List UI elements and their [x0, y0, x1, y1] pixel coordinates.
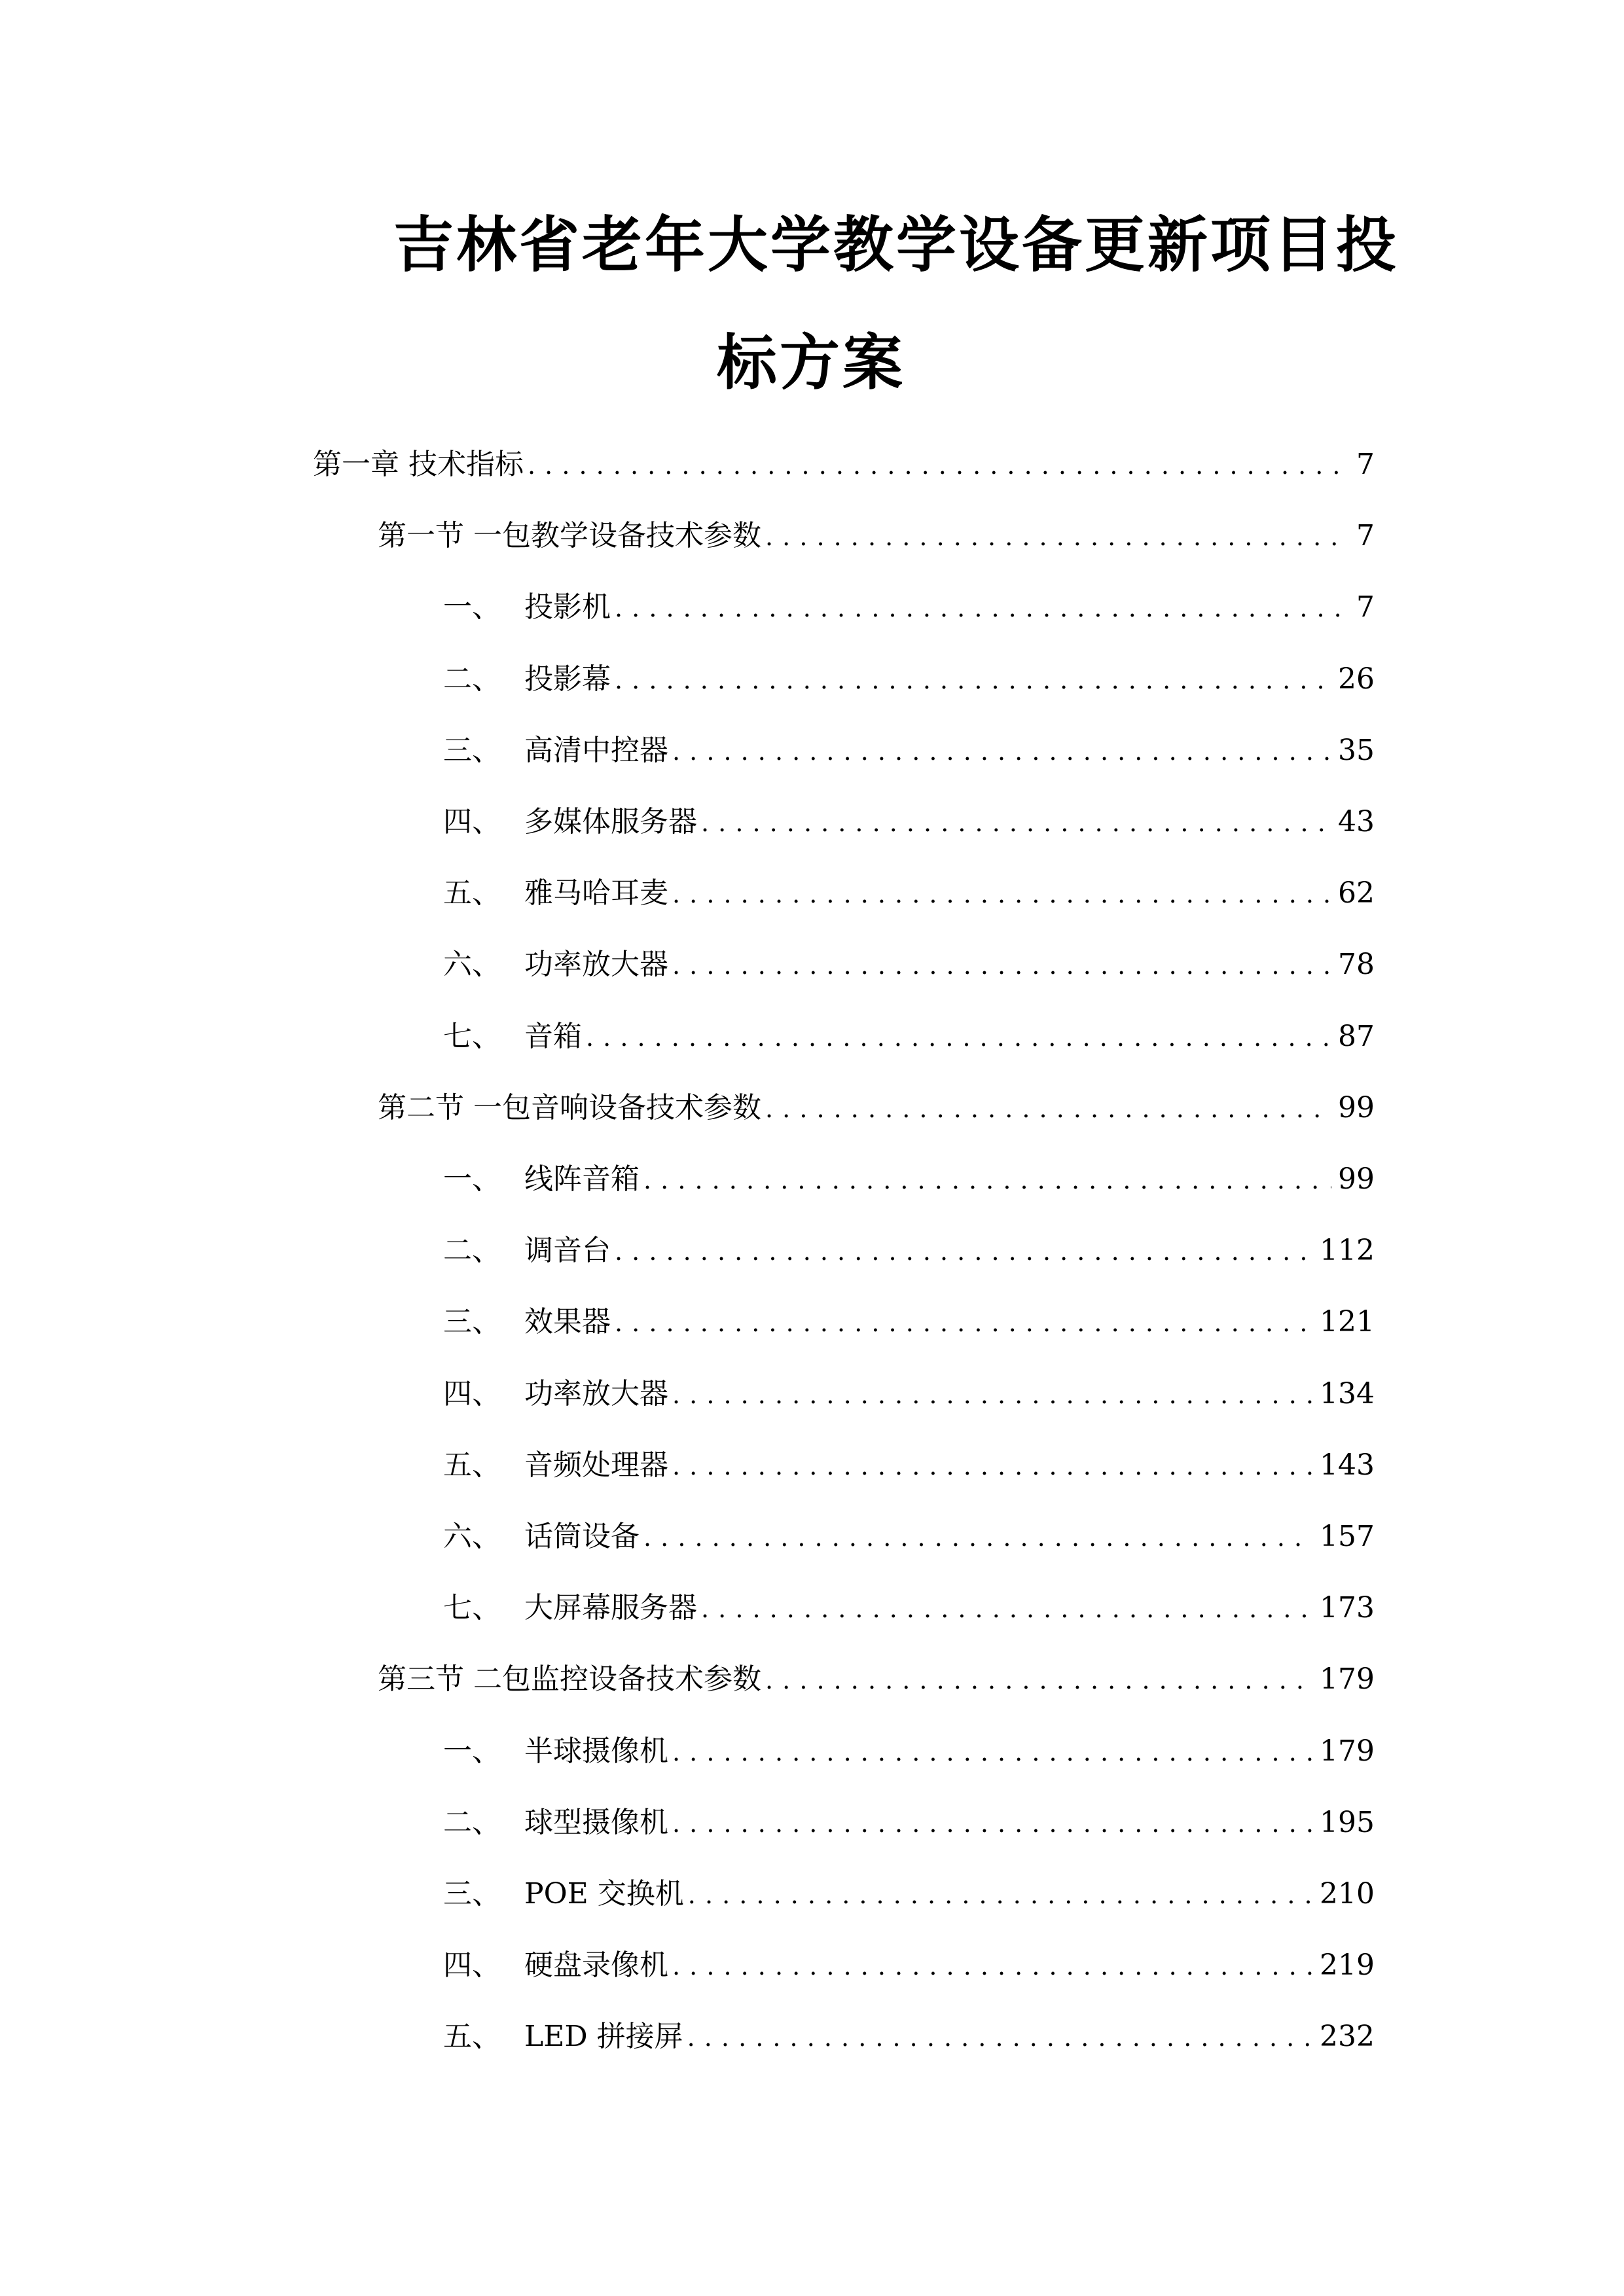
toc-entry[interactable]	[443, 1732, 1375, 1771]
toc-entry[interactable]	[313, 445, 1375, 484]
toc-entry[interactable]	[378, 1088, 1375, 1128]
toc-entry-label: 效果器	[524, 1305, 611, 1338]
toc-dot-leader	[615, 588, 1350, 628]
toc-entry[interactable]	[443, 1874, 1375, 1914]
toc-entry-label: 话筒设备	[524, 1520, 640, 1553]
toc-entry-number: 七、	[443, 1591, 501, 1624]
toc-entry[interactable]	[443, 1588, 1375, 1628]
toc-entry-number: 六、	[443, 948, 501, 981]
toc-entry-label: LED 拼接屏	[524, 2020, 683, 2053]
toc-entry[interactable]	[443, 874, 1375, 913]
toc-entry[interactable]	[443, 1017, 1375, 1056]
toc-entry-page-number: 7	[1356, 590, 1375, 624]
toc-entry-page-number: 62	[1338, 876, 1375, 910]
toc-entry-page-number: 7	[1356, 519, 1375, 552]
toc-entry[interactable]	[443, 802, 1375, 842]
toc-entry-label: 音箱	[524, 1020, 582, 1053]
toc-entry-label: 雅马哈耳麦	[524, 876, 668, 910]
toc-dot-leader	[687, 2018, 1313, 2057]
document-title-line-2: 标方案	[717, 328, 906, 398]
toc-entry-label: 音频处理器	[524, 1448, 668, 1482]
toc-entry-number: 四、	[443, 1377, 501, 1410]
toc-entry-page-number: 43	[1338, 805, 1375, 838]
toc-entry-label: 投影机	[524, 590, 611, 624]
toc-entry-number: 二、	[443, 662, 501, 696]
toc-entry-number: 三、	[443, 1305, 501, 1338]
toc-entry[interactable]	[443, 1302, 1375, 1342]
toc-entry[interactable]	[378, 1660, 1375, 1699]
toc-entry-page-number: 7	[1356, 448, 1375, 481]
toc-entry-label: 调音台	[524, 1234, 611, 1267]
toc-entry-page-number: 157	[1320, 1520, 1375, 1553]
toc-entry-label: 大屏幕服务器	[524, 1591, 697, 1624]
toc-entry-label: 功率放大器	[524, 948, 668, 981]
toc-entry-page-number: 179	[1320, 1734, 1375, 1768]
toc-entry-page-number: 179	[1320, 1662, 1375, 1696]
toc-entry-page-number: 210	[1320, 1877, 1375, 1910]
toc-entry-number: 五、	[443, 2020, 501, 2053]
toc-dot-leader	[672, 1446, 1313, 1486]
toc-entry-number: 二、	[443, 1806, 501, 1839]
toc-entry[interactable]	[443, 660, 1375, 699]
toc-entry-label: 第一节 一包教学设备技术参数	[378, 519, 761, 552]
toc-dot-leader	[672, 732, 1331, 771]
toc-entry-page-number: 87	[1338, 1020, 1375, 1053]
toc-dot-leader	[615, 1303, 1313, 1342]
toc-dot-leader	[765, 1660, 1313, 1700]
toc-entry-label: 多媒体服务器	[524, 805, 697, 838]
toc-entry-number: 七、	[443, 1020, 501, 1053]
toc-entry-label: 球型摄像机	[524, 1806, 668, 1839]
toc-entry-page-number: 232	[1320, 2020, 1375, 2053]
toc-entry-label: 硬盘录像机	[524, 1948, 668, 1982]
toc-entry-number: 一、	[443, 1734, 501, 1768]
toc-entry[interactable]	[443, 588, 1375, 627]
toc-dot-leader	[643, 1160, 1331, 1200]
toc-entry-label: 第一章 技术指标	[313, 448, 524, 481]
toc-dot-leader	[643, 1518, 1313, 1557]
toc-dot-leader	[765, 1089, 1331, 1128]
toc-dot-leader	[672, 946, 1331, 985]
toc-entry-number: 四、	[443, 1948, 501, 1982]
toc-entry-page-number: 78	[1338, 948, 1375, 981]
toc-entry[interactable]	[443, 731, 1375, 770]
toc-entry[interactable]	[443, 2017, 1375, 2056]
toc-dot-leader	[672, 1804, 1313, 1843]
toc-entry[interactable]	[443, 1374, 1375, 1414]
toc-entry-number: 三、	[443, 1877, 501, 1910]
toc-entry-number: 二、	[443, 1234, 501, 1267]
toc-entry-label: 高清中控器	[524, 734, 668, 767]
toc-entry-page-number: 219	[1320, 1948, 1375, 1982]
toc-entry-number: 一、	[443, 590, 501, 624]
toc-entry-number: 一、	[443, 1162, 501, 1196]
toc-dot-leader	[672, 1946, 1313, 1986]
toc-entry-number: 三、	[443, 734, 501, 767]
toc-entry-page-number: 35	[1338, 734, 1375, 767]
toc-dot-leader	[528, 446, 1350, 485]
toc-entry[interactable]	[443, 1231, 1375, 1270]
toc-dot-leader	[615, 1232, 1313, 1271]
toc-entry[interactable]	[443, 1160, 1375, 1199]
toc-entry-page-number: 26	[1338, 662, 1375, 696]
toc-entry-label: 功率放大器	[524, 1377, 668, 1410]
toc-entry[interactable]	[443, 1517, 1375, 1556]
toc-entry-label: 投影幕	[524, 662, 611, 696]
toc-entry-label: 第三节 二包监控设备技术参数	[378, 1662, 761, 1696]
toc-entry[interactable]	[443, 1803, 1375, 1842]
toc-entry-page-number: 143	[1320, 1448, 1375, 1482]
toc-entry-page-number: 99	[1338, 1091, 1375, 1124]
toc-dot-leader	[672, 1375, 1313, 1414]
toc-entry-page-number: 99	[1338, 1162, 1375, 1196]
toc-entry[interactable]	[443, 945, 1375, 984]
toc-entry[interactable]	[443, 1446, 1375, 1485]
toc-dot-leader	[688, 1875, 1313, 1914]
toc-entry-page-number: 121	[1320, 1305, 1375, 1338]
toc-entry-number: 五、	[443, 1448, 501, 1482]
toc-dot-leader	[672, 1732, 1313, 1772]
toc-dot-leader	[701, 1589, 1313, 1628]
toc-entry-label: 线阵音箱	[524, 1162, 640, 1196]
toc-entry-page-number: 195	[1320, 1806, 1375, 1839]
toc-entry-label: 第二节 一包音响设备技术参数	[378, 1091, 761, 1124]
toc-entry-page-number: 112	[1320, 1234, 1375, 1267]
toc-dot-leader	[672, 874, 1331, 914]
toc-entry[interactable]	[378, 516, 1375, 556]
toc-entry-page-number: 173	[1320, 1591, 1375, 1624]
toc-dot-leader	[615, 660, 1331, 700]
toc-dot-leader	[765, 517, 1350, 556]
toc-entry-page-number: 134	[1320, 1377, 1375, 1410]
toc-entry-label: 半球摄像机	[524, 1734, 668, 1768]
toc-dot-leader	[586, 1018, 1331, 1057]
toc-entry-number: 五、	[443, 876, 501, 910]
toc-dot-leader	[701, 803, 1331, 842]
toc-entry[interactable]	[443, 1946, 1375, 1985]
toc-entry-number: 六、	[443, 1520, 501, 1553]
toc-entry-label: POE 交换机	[524, 1877, 684, 1910]
document-title-line-1: 吉林省老年大学教学设备更新项目投	[393, 210, 1399, 280]
toc-entry-number: 四、	[443, 805, 501, 838]
